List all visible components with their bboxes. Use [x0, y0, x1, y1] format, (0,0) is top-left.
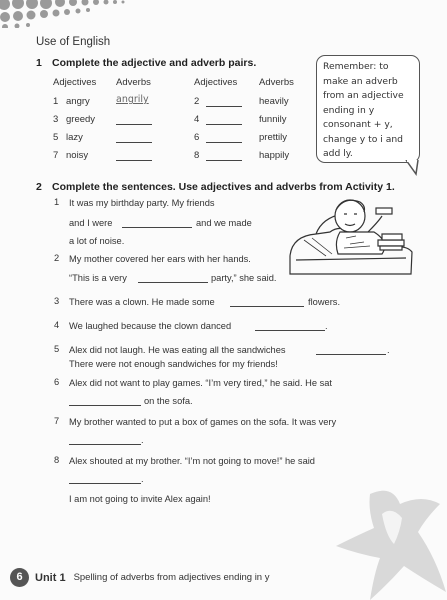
row-2-number: 2	[194, 96, 200, 107]
row-6-adverb: prettily	[259, 132, 287, 143]
col-adjectives-left: Adjectives	[53, 77, 97, 88]
bubble-tail	[404, 160, 424, 178]
s3-blank[interactable]	[230, 306, 304, 307]
row-4-adverb: funnily	[259, 114, 287, 125]
s2-number: 2	[54, 253, 60, 263]
s3-line-a: There was a clown. He made some	[69, 297, 215, 307]
row-7-adverb-blank[interactable]	[116, 160, 152, 161]
s1-line-b2: and we made	[196, 218, 252, 228]
s1-number: 1	[54, 197, 60, 207]
page-footer	[10, 568, 269, 587]
row-8-number: 8	[194, 150, 200, 161]
s8-blank[interactable]	[69, 483, 141, 484]
row-5-number: 5	[53, 132, 59, 143]
row-6-number: 6	[194, 132, 200, 143]
exercise-1-instruction: Complete the adjective and adverb pairs.	[52, 57, 257, 69]
bubble-line: ending in y	[323, 104, 375, 116]
s4-line-a: We laughed because the clown danced	[69, 321, 232, 331]
row-8-adjective-blank[interactable]	[206, 160, 242, 161]
s1-line-a: It was my birthday party. My friends	[69, 198, 215, 208]
s7-line-b2: .	[141, 435, 144, 445]
s6-line-b2: on the sofa.	[144, 396, 193, 406]
s5-line-c: There were not enough sandwiches for my friends!	[69, 359, 278, 369]
row-7-number: 7	[53, 150, 59, 161]
bubble-line: from an adjective	[323, 90, 404, 101]
s7-blank[interactable]	[69, 444, 141, 445]
s4-blank[interactable]	[255, 330, 325, 331]
corner-dots-decoration	[0, 0, 130, 28]
exercise-2-instruction: Complete the sentences. Use adjectives and adverbs from Activity 1.	[52, 181, 395, 193]
s8-number: 8	[54, 455, 60, 465]
row-3-adjective: greedy	[66, 114, 96, 125]
s6-number: 6	[54, 377, 60, 387]
row-2-adjective-blank[interactable]	[206, 106, 242, 107]
star-figure-decoration	[330, 488, 447, 600]
row-3-number: 3	[53, 114, 59, 125]
s8-line-b2: .	[141, 474, 144, 484]
row-1-number: 1	[53, 96, 59, 107]
page-number: 6	[10, 568, 29, 587]
row-1-adverb-answer: angrily	[116, 94, 149, 105]
row-5-adverb-blank[interactable]	[116, 142, 152, 143]
section-title: Use of English	[36, 36, 111, 48]
row-4-number: 4	[194, 114, 200, 125]
row-1-adjective: angry	[66, 96, 90, 107]
s6-line-a: Alex did not want to play games. “I’m very tired,” he said. He sat	[69, 378, 333, 388]
exercise-2-number: 2	[36, 181, 42, 193]
exercise-1-number: 1	[36, 57, 42, 69]
s2-line-b2: party,” she said.	[211, 273, 277, 283]
unit-label: Unit 1	[35, 571, 66, 584]
row-4-adjective-blank[interactable]	[206, 124, 242, 125]
s5-blank[interactable]	[316, 354, 386, 355]
s6-blank[interactable]	[69, 405, 141, 406]
bubble-line: change y to i and	[323, 133, 403, 145]
remember-speech-bubble	[316, 55, 420, 163]
s5-number: 5	[54, 344, 60, 354]
col-adverbs-right: Adverbs	[259, 77, 294, 88]
col-adjectives-right: Adjectives	[194, 77, 238, 88]
bubble-line: consonant + y,	[323, 119, 393, 130]
s3-number: 3	[54, 296, 60, 306]
col-adverbs-left: Adverbs	[116, 77, 151, 88]
s1-blank[interactable]	[122, 227, 192, 228]
bubble-line: Remember: to	[323, 61, 389, 72]
row-7-adjective: noisy	[66, 150, 89, 161]
bubble-line: add ly.	[323, 148, 353, 159]
s8-line-c: I am not going to invite Alex again!	[69, 494, 211, 504]
row-5-adjective: lazy	[66, 132, 83, 143]
s7-line-a: My brother wanted to put a box of games on the sofa. It was very	[69, 417, 337, 427]
footer-topic: Spelling of adverbs from adjectives ending in y	[73, 572, 270, 583]
s3-line-b2: flowers.	[308, 297, 341, 307]
bubble-line: make an adverb	[323, 75, 398, 87]
s7-number: 7	[54, 416, 60, 426]
s4-number: 4	[54, 320, 60, 330]
exercise-1-title	[36, 57, 256, 69]
s1-line-b1: and I were	[69, 218, 113, 228]
boy-on-sofa-illustration	[286, 196, 416, 278]
s5-line-b2: .	[387, 345, 390, 355]
s2-line-a: My mother covered her ears with her hands.	[69, 254, 251, 264]
s4-line-b2: .	[325, 321, 328, 331]
s2-line-b1: “This is a very	[69, 273, 127, 283]
row-2-adverb: heavily	[259, 96, 289, 107]
s8-line-a: Alex shouted at my brother. “I’m not going to move!” he said	[69, 456, 315, 466]
row-8-adverb: happily	[259, 150, 290, 161]
s5-line-a: Alex did not laugh. He was eating all the sandwiches	[69, 345, 286, 355]
row-3-adverb-blank[interactable]	[116, 124, 152, 125]
row-6-adjective-blank[interactable]	[206, 142, 242, 143]
s1-line-c: a lot of noise.	[69, 236, 125, 246]
exercise-2-title	[36, 181, 395, 193]
s2-blank[interactable]	[138, 282, 208, 283]
